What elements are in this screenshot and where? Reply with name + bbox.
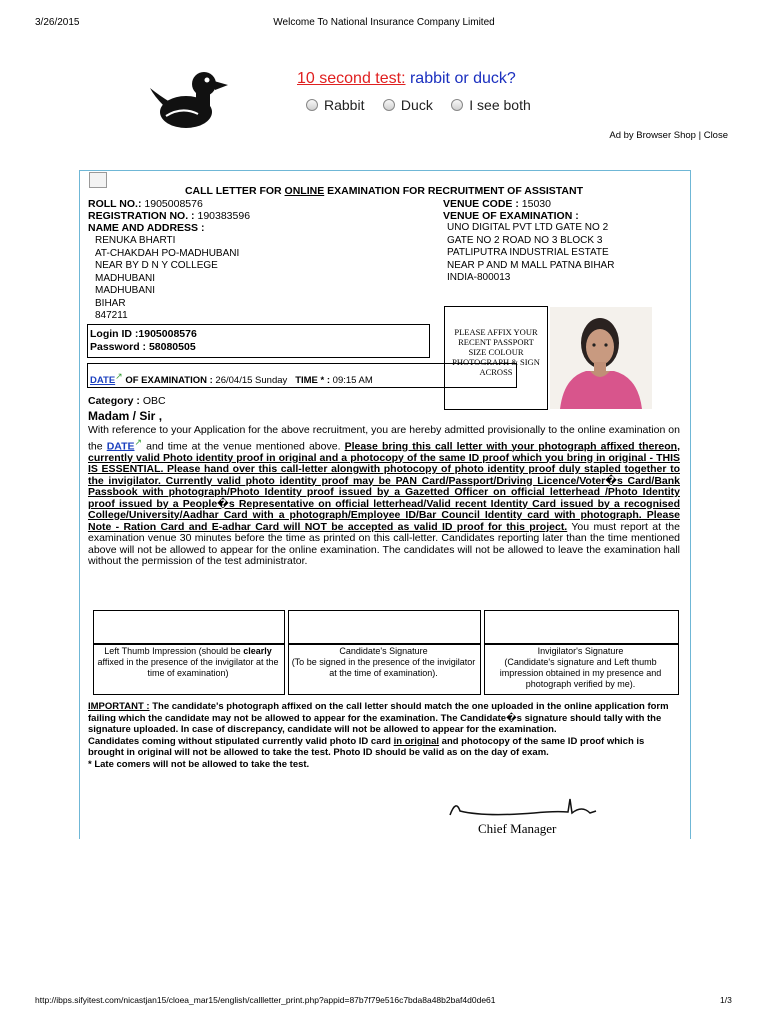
radio-icon[interactable] xyxy=(383,99,395,111)
option-label: Duck xyxy=(400,97,433,113)
ad-question[interactable] xyxy=(297,70,516,88)
caption-text: Left Thumb Impression (should be xyxy=(104,646,244,656)
instructions-paragraph xyxy=(88,425,680,568)
important-underline: in original xyxy=(393,735,440,747)
important-text: The candidate's photograph affixed on the call letter should match the one uploaded in the online application form failing which the candidate may not be allowed to appear for the examination. The Candidate�s signature should tally with the signature uploaded. In case of discrepancy, candidate will not be allowed to appear for the examination. xyxy=(88,701,669,736)
name-label: NAME AND ADDRESS : xyxy=(88,222,205,234)
invigilator-signature-box xyxy=(484,610,679,645)
candidate-signature-box xyxy=(288,610,481,645)
caption-text: (Candidate's signature and Left thumb impression obtained in my presence and photograph verified by me). xyxy=(499,657,662,689)
address-line: AT-CHAKDAH PO-MADHUBANI xyxy=(95,247,240,259)
venue-address xyxy=(447,222,614,285)
heading-text: EXAMINATION FOR RECRUITMENT OF ASSISTANT xyxy=(324,185,584,197)
option-label: Rabbit xyxy=(324,97,365,113)
candidate-photo xyxy=(550,307,652,409)
radio-icon[interactable] xyxy=(306,99,318,111)
body-text: With reference to your Application for the above recruitment, you are hereby admitted provisionally to the online examination on the xyxy=(88,424,680,452)
time-value: 09:15 AM xyxy=(330,375,373,387)
letter-heading xyxy=(79,185,689,197)
login-value: 1905008576 xyxy=(138,328,197,340)
reg-value: 190383596 xyxy=(194,210,251,222)
exam-date: 26/04/15 Sunday xyxy=(212,375,288,387)
address-line: RENUKA BHARTI xyxy=(95,235,176,246)
signatory-title: Chief Manager xyxy=(478,821,557,836)
important-text: Candidates coming without stipulated currently valid photo ID card xyxy=(88,735,394,747)
login-label: Login ID : xyxy=(90,328,139,340)
heading-text: CALL LETTER FOR xyxy=(184,185,285,197)
category-value: OBC xyxy=(139,395,166,407)
candidate-sig-caption xyxy=(290,646,477,679)
option-label: I see both xyxy=(469,97,531,113)
venue-label: VENUE OF EXAMINATION : xyxy=(443,210,579,222)
ad-question-link[interactable]: 10 second test: xyxy=(297,70,406,87)
body-essential-text: Please bring this call letter with your photograph affixed thereon, currently valid Photo identity proof in original and a photocopy of the same ID proof which you bring in original - THIS IS ESSENTIAL. Please hand over this call-letter alongwith photocopy of photo identity proof duly stapled together to the invigilator. Currently valid photo identity proof may be PAN Card/Passport/Driving Licence/Voter�s Card/Bank Passbook with photograph/Photo Identity proof issued by a Gazetted Officer on official letterhead /Photo Identity proof issued by a People�s Representative on official letterhead/Valid recent Identity Card issued by a recognised College/University/Aadhar Card with a photograph/Employee ID/Bar Council Identity card with photograph. Please Note - Ration Card and E-adhar Card will NOT be accepted as valid ID proof for this project. xyxy=(88,440,681,533)
important-label: IMPORTANT : xyxy=(88,701,150,712)
address-line: BIHAR xyxy=(95,297,126,309)
ad-options xyxy=(306,97,545,116)
body-text: You must report at the examination venue 30 minutes before the time as printed on this call-letter. Candidates reporting later than the time mentioned above will not be allowed to appear for the online examination. The candidates will not be allowed to leave the examination hall without the permission of the test administrator. xyxy=(88,520,680,567)
roll-label: ROLL NO.: xyxy=(88,198,142,210)
candidate-ids xyxy=(88,198,250,234)
category-line xyxy=(88,395,166,407)
venue-line: NEAR P AND M MALL PATNA BIHAR xyxy=(447,259,615,271)
important-notes xyxy=(88,701,680,771)
page-title: Welcome To National Insurance Company Limited xyxy=(273,17,495,28)
caption-bold: clearly xyxy=(243,646,272,656)
reg-label: REGISTRATION NO. : xyxy=(88,210,195,222)
duck-icon xyxy=(146,66,230,130)
password-label: Password : xyxy=(90,341,147,353)
thumb-caption xyxy=(95,646,281,679)
date-link[interactable]: DATE xyxy=(90,375,116,387)
ad-footer[interactable]: Ad by Browser Shop | Close xyxy=(609,130,728,141)
venue-line: GATE NO 2 ROAD NO 3 BLOCK 3 xyxy=(447,234,603,246)
print-date: 3/26/2015 xyxy=(35,17,80,28)
caption-text: affixed in the presence of the invigilator at the time of examination) xyxy=(97,657,279,678)
venue-code-value: 15030 xyxy=(518,198,551,210)
option-rabbit[interactable] xyxy=(306,97,364,113)
salutation: Madam / Sir , xyxy=(88,409,163,423)
address-line: MADHUBANI xyxy=(95,285,156,296)
venue-block xyxy=(443,198,579,222)
option-duck[interactable] xyxy=(383,97,433,113)
external-link-icon[interactable]: ↗ xyxy=(115,371,123,381)
time-label: TIME * : xyxy=(295,375,331,387)
important-text: * Late comers will not be allowed to take the test. xyxy=(88,758,310,770)
roll-value: 1905008576 xyxy=(141,198,203,210)
caption-title: Invigilator's Signature xyxy=(537,646,624,656)
caption-text: (To be signed in the presence of the invigilator at the time of examination). xyxy=(291,657,476,678)
invigilator-sig-caption xyxy=(486,646,675,690)
login-box xyxy=(87,324,430,358)
venue-line: UNO DIGITAL PVT LTD GATE NO 2 xyxy=(447,222,609,233)
page-number: 1/3 xyxy=(720,995,732,1005)
duck-rabbit-image[interactable] xyxy=(146,66,230,130)
address-line: 847211 xyxy=(95,310,128,321)
caption-title: Candidate's Signature xyxy=(339,646,428,656)
exam-label: OF EXAMINATION : xyxy=(122,375,213,387)
password-value: 58080505 xyxy=(146,341,196,353)
venue-line: PATLIPUTRA INDUSTRIAL ESTATE xyxy=(447,247,609,258)
heading-online: ONLINE xyxy=(284,185,325,197)
body-text: and time at the venue mentioned above. xyxy=(142,440,345,452)
ad-question-text: rabbit or duck? xyxy=(409,70,516,87)
important-text: and photocopy of the same ID proof which is brought in original will not be allowed to take the test. Photo ID should be valid as on the day of exam. xyxy=(88,735,645,759)
radio-icon[interactable] xyxy=(451,99,463,111)
external-link-icon[interactable]: ↗ xyxy=(134,436,143,447)
venue-line: INDIA-800013 xyxy=(447,272,511,283)
address-line: NEAR BY D N Y COLLEGE xyxy=(95,260,218,271)
body-date-link[interactable]: DATE xyxy=(106,440,135,452)
signature-scribble xyxy=(444,795,604,823)
page-url: http://ibps.sifyitest.com/nicastjan15/cloea_mar15/english/callletter_print.php?appid=87b7f79e516c7bda8a48b2baf4d0de61 xyxy=(35,995,496,1005)
candidate-photo-image xyxy=(550,307,652,409)
option-both[interactable] xyxy=(451,97,531,113)
candidate-address xyxy=(95,235,239,323)
category-label: Category : xyxy=(88,395,140,407)
thumb-impression-box xyxy=(93,610,285,645)
venue-code-label: VENUE CODE : xyxy=(443,198,519,210)
address-line: MADHUBANI xyxy=(95,272,156,284)
photo-affix-box: PLEASE AFFIX YOUR RECENT PASSPORT SIZE COLOUR PHOTOGRAPH & SIGN ACROSS xyxy=(444,306,548,410)
